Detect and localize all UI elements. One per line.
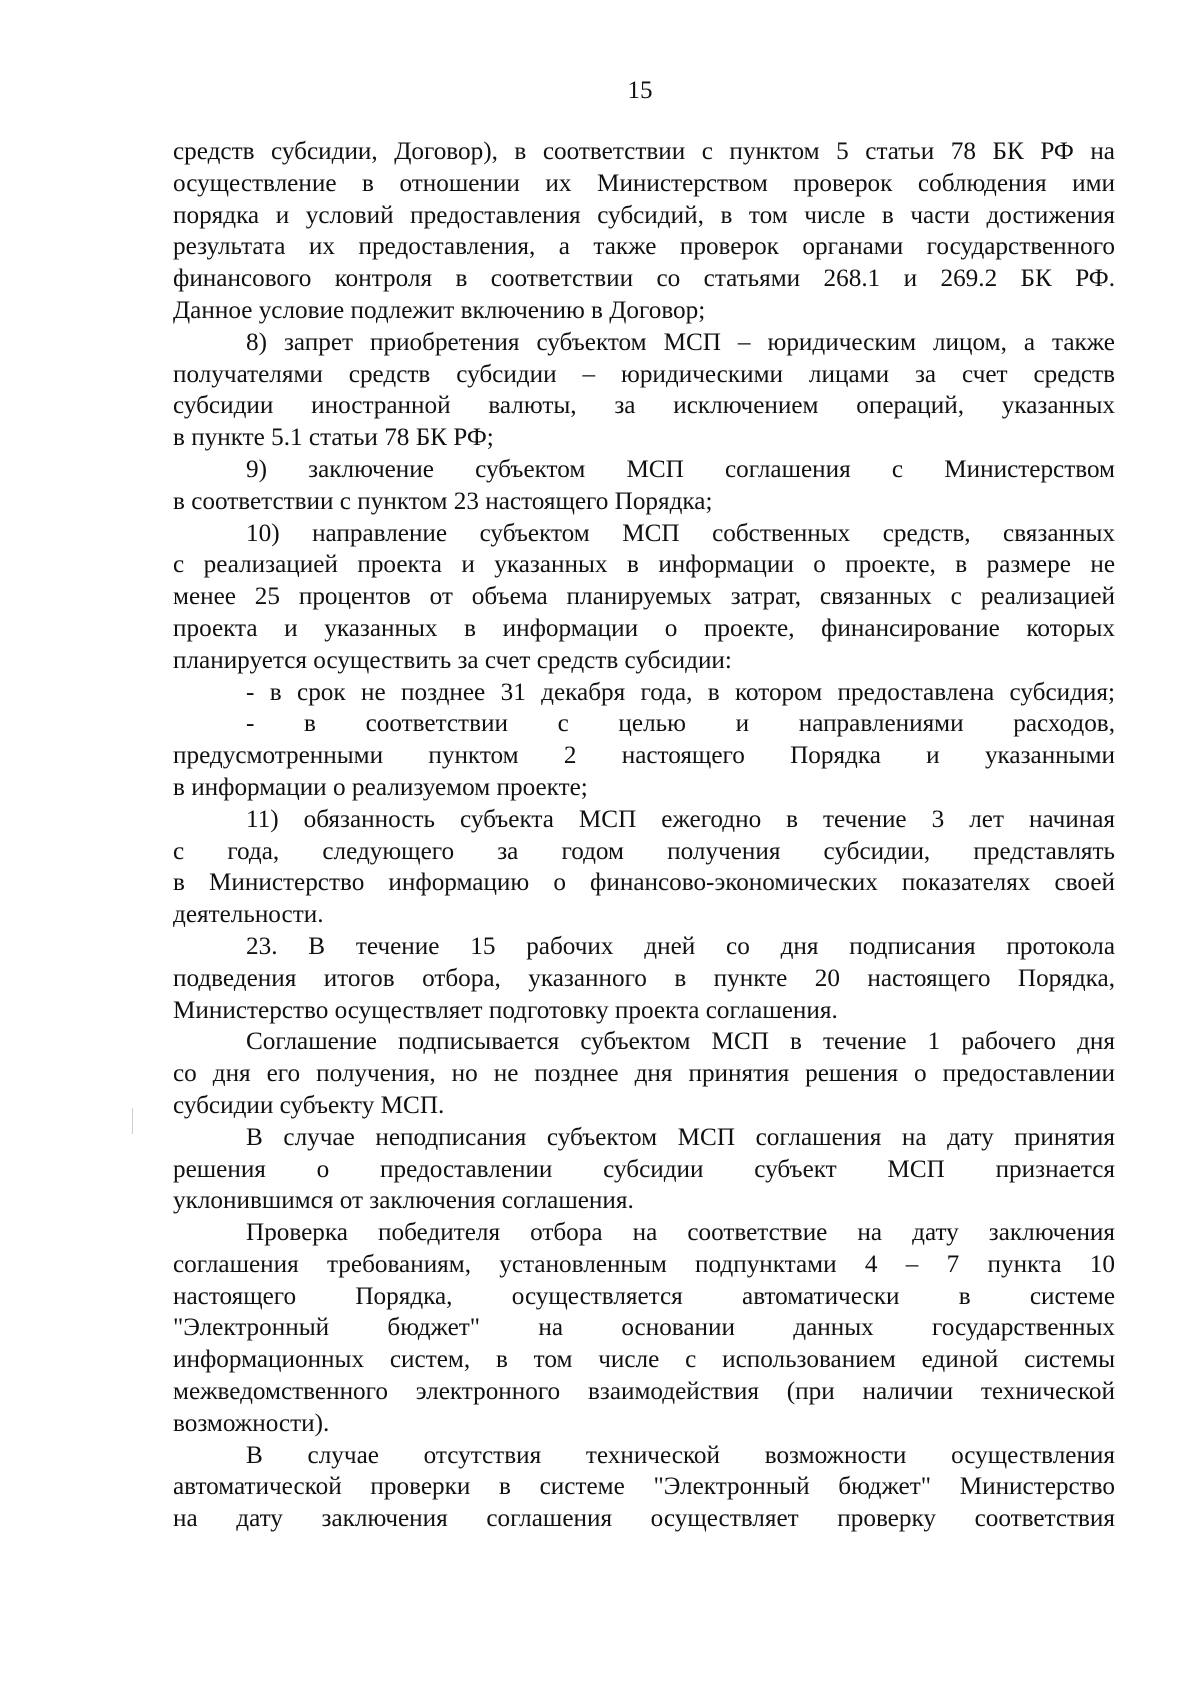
text-line: соглашения требованиям, установленным подпунктами 4 – 7 пункта 10 bbox=[173, 1250, 1115, 1278]
text-line: результата их предоставления, а также проверок органами государственного bbox=[173, 233, 1115, 261]
text-line: - в срок не позднее 31 декабря года, в котором предоставлена субсидия; bbox=[246, 678, 1115, 706]
text-line: В случае неподписания субъектом МСП соглашения на дату принятия bbox=[246, 1123, 1115, 1151]
text-line: возможности). bbox=[173, 1409, 330, 1437]
text-line: со дня его получения, но не позднее дня принятия решения о предоставлении bbox=[173, 1060, 1115, 1088]
document-body bbox=[173, 136, 1115, 1535]
text-line: 8) запрет приобретения субъектом МСП – юридическим лицом, а также bbox=[246, 328, 1115, 356]
text-line: настоящего Порядка, осуществляется автоматически в системе bbox=[173, 1282, 1115, 1310]
text-line: Министерство осуществляет подготовку проекта соглашения. bbox=[173, 996, 838, 1024]
text-line: предусмотренными пунктом 2 настоящего Порядка и указанными bbox=[173, 742, 1115, 770]
text-line: планируется осуществить за счет средств субсидии: bbox=[173, 646, 732, 674]
text-line: в информации о реализуемом проекте; bbox=[173, 773, 588, 801]
text-line: - в соответствии с целью и направлениями расходов, bbox=[246, 710, 1115, 738]
text-line: на дату заключения соглашения осуществляет проверку соответствия bbox=[173, 1505, 1115, 1533]
text-line: менее 25 процентов от объема планируемых затрат, связанных с реализацией bbox=[173, 583, 1115, 611]
text-line: межведомственного электронного взаимодействия (при наличии технической bbox=[173, 1378, 1115, 1406]
text-line: уклонившимся от заключения соглашения. bbox=[173, 1187, 634, 1215]
scan-margin-mark bbox=[132, 1108, 133, 1134]
text-line: с года, следующего за годом получения субсидии, представлять bbox=[173, 837, 1115, 865]
text-line: в пункте 5.1 статьи 78 БК РФ; bbox=[173, 424, 494, 452]
text-line: В случае отсутствия технической возможности осуществления bbox=[246, 1441, 1115, 1469]
text-line: средств субсидии, Договор), в соответствии с пунктом 5 статьи 78 БК РФ на bbox=[173, 138, 1115, 165]
text-line: порядка и условий предоставления субсидий, в том числе в части достижения bbox=[173, 201, 1115, 229]
text-line: с реализацией проекта и указанных в информации о проекте, в размере не bbox=[173, 551, 1115, 579]
text-line: решения о предоставлении субсидии субъект МСП признается bbox=[173, 1155, 1115, 1183]
text-line: информационных систем, в том числе с использованием единой системы bbox=[173, 1346, 1115, 1374]
text-line: 9) заключение субъектом МСП соглашения с Министерством bbox=[246, 455, 1115, 483]
text-line: в соответствии с пунктом 23 настоящего Порядка; bbox=[173, 487, 713, 515]
text-line: Соглашение подписывается субъектом МСП в течение 1 рабочего дня bbox=[246, 1028, 1115, 1056]
text-line: "Электронный бюджет" на основании данных государственных bbox=[173, 1314, 1115, 1342]
text-line: субсидии иностранной валюты, за исключением операций, указанных bbox=[173, 392, 1115, 420]
page-number: 15 bbox=[627, 77, 653, 104]
text-line: получателями средств субсидии – юридическими лицами за счет средств bbox=[173, 360, 1115, 388]
text-line: в Министерство информацию о финансово-экономических показателях своей bbox=[173, 869, 1115, 897]
text-line: проекта и указанных в информации о проекте, финансирование которых bbox=[173, 614, 1115, 642]
text-line: подведения итогов отбора, указанного в пункте 20 настоящего Порядка, bbox=[173, 964, 1115, 992]
text-line: автоматической проверки в системе "Электронный бюджет" Министерство bbox=[173, 1473, 1115, 1501]
text-line: финансового контроля в соответствии со статьями 268.1 и 269.2 БК РФ. bbox=[173, 265, 1115, 293]
text-line: 23. В течение 15 рабочих дней со дня подписания протокола bbox=[246, 932, 1115, 960]
text-line: осуществление в отношении их Министерством проверок соблюдения ими bbox=[173, 169, 1115, 197]
text-line: субсидии субъекту МСП. bbox=[173, 1091, 445, 1119]
text-line: 11) обязанность субъекта МСП ежегодно в течение 3 лет начиная bbox=[246, 805, 1115, 833]
text-line: деятельности. bbox=[173, 901, 324, 929]
text-line: Проверка победителя отбора на соответствие на дату заключения bbox=[246, 1219, 1115, 1247]
text-line: 10) направление субъектом МСП собственных средств, связанных bbox=[246, 519, 1115, 547]
text-line: Данное условие подлежит включению в Договор; bbox=[173, 296, 706, 324]
